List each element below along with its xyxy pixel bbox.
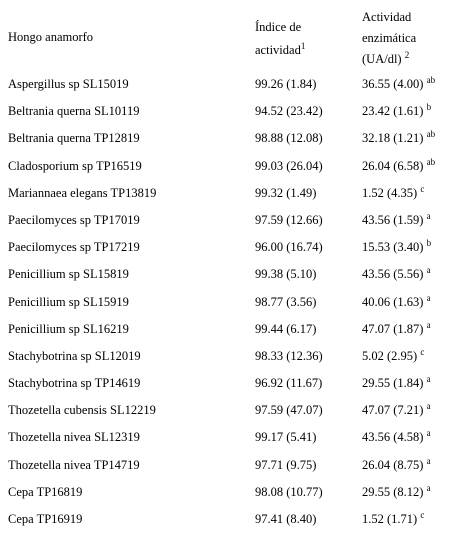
table-row [0, 508, 476, 535]
cell-hongo: Thozetella nivea SL12319 [8, 430, 140, 445]
cell-indice: 99.03 (26.04) [255, 158, 323, 173]
cell-hongo: Cladosporium sp TP16519 [8, 158, 142, 173]
header-actividad-footnote: 2 [404, 49, 410, 60]
cell-significance: c [420, 183, 425, 194]
cell-hongo: Cepa TP16819 [8, 484, 83, 499]
cell-hongo: Aspergillus sp SL15019 [8, 77, 129, 91]
cell-actividad-value: 47.07 (7.21) [362, 403, 424, 418]
cell-actividad [362, 210, 431, 228]
cell-significance: a [426, 265, 431, 276]
cell-indice: 98.77 (3.56) [255, 294, 317, 309]
cell-actividad-value: 29.55 (8.12) [362, 484, 424, 499]
cell-hongo: Beltrania querna TP12819 [8, 131, 140, 146]
table-row [0, 209, 476, 236]
cell-hongo: Stachybotrina sp SL12019 [8, 348, 141, 363]
cell-actividad-value: 32.18 (1.21) [362, 131, 424, 146]
cell-indice: 96.00 (16.74) [255, 240, 323, 255]
cell-significance: ab [426, 156, 436, 167]
cell-actividad-value: 29.55 (1.84) [362, 376, 424, 391]
cell-indice: 97.71 (9.75) [255, 457, 317, 472]
cell-significance: a [426, 210, 431, 221]
cell-significance: b [426, 237, 432, 248]
cell-significance: a [426, 482, 431, 493]
cell-significance: b [426, 102, 432, 113]
table-body [0, 73, 476, 535]
header-indice [255, 16, 305, 62]
table-row [0, 318, 476, 345]
header-hongo: Hongo anamorfo [8, 30, 94, 44]
header-indice-footnote: 1 [300, 40, 306, 51]
cell-hongo: Stachybotrina sp TP14619 [8, 376, 141, 391]
cell-actividad-value: 43.56 (1.59) [362, 212, 424, 227]
cell-significance: a [426, 373, 431, 384]
table-row [0, 454, 476, 481]
table-row [0, 291, 476, 318]
cell-actividad-value: 5.02 (2.95) [362, 348, 418, 363]
table-row [0, 426, 476, 453]
cell-hongo: Paecilomyces sp TP17019 [8, 212, 140, 227]
header-actividad-units: (UA/dl) [362, 52, 402, 66]
cell-actividad [362, 292, 431, 310]
cell-indice: 98.08 (10.77) [255, 484, 323, 499]
table-row [0, 263, 476, 290]
table-row [0, 345, 476, 372]
cell-hongo: Mariannaea elegans TP13819 [8, 185, 157, 200]
table-row [0, 100, 476, 127]
cell-indice: 94.52 (23.42) [255, 104, 323, 119]
cell-indice: 99.44 (6.17) [255, 321, 317, 336]
header-actividad-line2: enzimática [362, 31, 417, 45]
cell-actividad [362, 430, 431, 445]
cell-actividad [362, 104, 431, 119]
cell-actividad [362, 131, 435, 146]
table-row [0, 155, 476, 182]
header-actividad-line3 [362, 49, 416, 70]
table-header [0, 0, 476, 68]
cell-hongo: Penicillium sp SL15919 [8, 294, 129, 309]
cell-hongo: Penicillium sp SL16219 [8, 321, 129, 336]
cell-significance: a [426, 292, 431, 303]
table-row [0, 236, 476, 263]
cell-actividad-value: 26.04 (6.58) [362, 158, 424, 173]
header-indice-text: actividad [255, 43, 301, 57]
cell-indice: 99.17 (5.41) [255, 430, 317, 445]
cell-indice: 96.92 (11.67) [255, 376, 323, 391]
cell-actividad [362, 346, 425, 364]
cell-hongo: Cepa TP16919 [8, 512, 83, 526]
header-indice-line1: Índice de [255, 20, 302, 34]
cell-actividad-value: 47.07 (1.87) [362, 321, 424, 336]
table-row [0, 372, 476, 399]
cell-actividad [362, 267, 431, 282]
cell-hongo: Penicillium sp SL15819 [8, 267, 129, 282]
table-row [0, 127, 476, 154]
cell-significance: a [426, 401, 431, 412]
cell-actividad [362, 183, 425, 201]
cell-actividad [362, 403, 431, 418]
cell-indice: 98.88 (12.08) [255, 131, 323, 146]
cell-actividad-value: 1.52 (1.71) [362, 512, 418, 526]
table-row [0, 481, 476, 508]
header-actividad-line1: Actividad [362, 10, 412, 24]
cell-indice: 97.41 (8.40) [255, 512, 317, 526]
table-row [0, 399, 476, 426]
cell-actividad [362, 156, 436, 174]
cell-actividad [362, 319, 431, 337]
header-actividad [362, 7, 416, 70]
cell-hongo: Paecilomyces sp TP17219 [8, 240, 140, 255]
cell-indice: 97.59 (47.07) [255, 403, 323, 418]
cell-significance: a [426, 428, 431, 439]
cell-indice: 99.26 (1.84) [255, 77, 317, 91]
cell-actividad [362, 74, 436, 92]
cell-hongo: Thozetella cubensis SL12219 [8, 403, 156, 418]
cell-hongo: Beltrania querna SL10119 [8, 104, 140, 119]
cell-significance: ab [426, 74, 436, 85]
cell-actividad-value: 40.06 (1.63) [362, 294, 424, 309]
cell-actividad [362, 455, 431, 473]
cell-actividad-value: 43.56 (4.58) [362, 430, 424, 445]
cell-actividad-value: 43.56 (5.56) [362, 267, 424, 282]
cell-actividad-value: 1.52 (4.35) [362, 185, 418, 200]
cell-actividad [362, 237, 432, 255]
cell-significance: a [426, 455, 431, 466]
cell-significance: c [420, 509, 425, 520]
cell-actividad-value: 26.04 (8.75) [362, 457, 424, 472]
cell-actividad [362, 509, 425, 527]
cell-actividad-value: 36.55 (4.00) [362, 77, 424, 91]
cell-actividad [362, 373, 431, 391]
cell-significance: a [426, 319, 431, 330]
cell-indice: 97.59 (12.66) [255, 212, 323, 227]
table-row [0, 73, 476, 100]
cell-indice: 99.38 (5.10) [255, 267, 317, 282]
cell-indice: 98.33 (12.36) [255, 348, 323, 363]
cell-actividad-value: 23.42 (1.61) [362, 104, 424, 119]
cell-actividad [362, 482, 431, 500]
cell-hongo: Thozetella nivea TP14719 [8, 457, 140, 472]
header-indice-line2 [255, 39, 305, 62]
cell-significance: ab [426, 129, 436, 140]
cell-significance: c [420, 346, 425, 357]
cell-actividad-value: 15.53 (3.40) [362, 240, 424, 255]
cell-indice: 99.32 (1.49) [255, 185, 317, 200]
table-row [0, 182, 476, 209]
